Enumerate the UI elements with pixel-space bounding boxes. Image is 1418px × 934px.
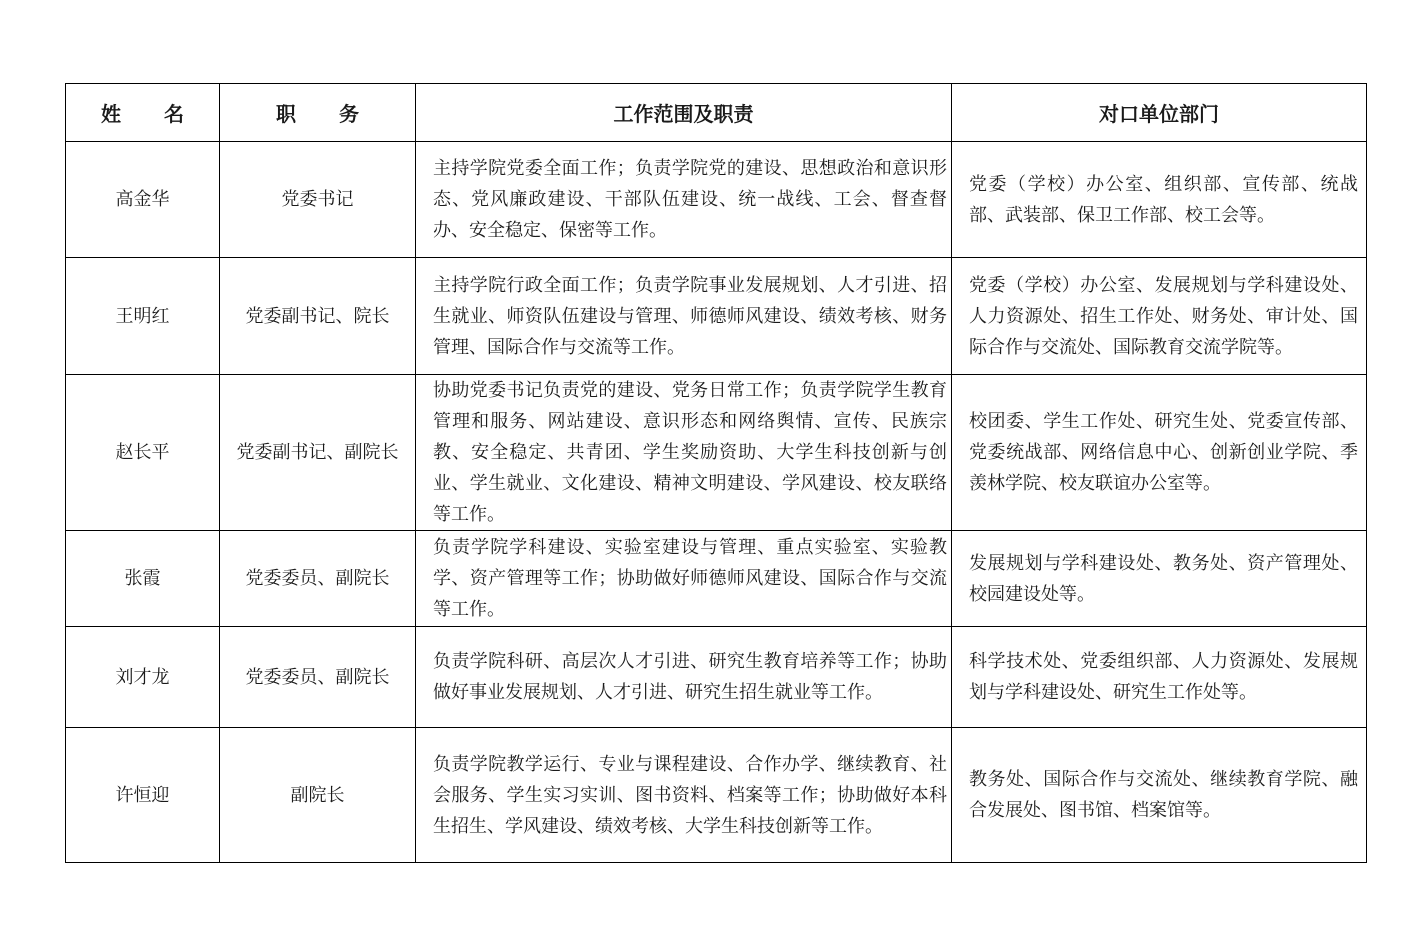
name-cell: 刘才龙 [66,627,220,728]
dept-cell: 发展规划与学科建设处、教务处、资产管理处、校园建设处等。 [952,531,1367,627]
duty-table [65,83,1367,863]
scope-cell: 负责学院科研、高层次人才引进、研究生教育培养等工作；协助做好事业发展规划、人才引进、研究生招生就业等工作。 [416,627,952,728]
table-row [66,627,1367,728]
table-row [66,375,1367,531]
position-cell: 副院长 [220,728,416,863]
dept-cell: 科学技术处、党委组织部、人力资源处、发展规划与学科建设处、研究生工作处等。 [952,627,1367,728]
name-cell: 高金华 [66,142,220,258]
position-cell: 党委委员、副院长 [220,531,416,627]
scope-cell: 负责学院教学运行、专业与课程建设、合作办学、继续教育、社会服务、学生实习实训、图书资料、档案等工作；协助做好本科生招生、学风建设、绩效考核、大学生科技创新等工作。 [416,728,952,863]
scope-cell: 负责学院学科建设、实验室建设与管理、重点实验室、实验教学、资产管理等工作；协助做好师德师风建设、国际合作与交流等工作。 [416,531,952,627]
table-row [66,531,1367,627]
dept-cell: 校团委、学生工作处、研究生处、党委宣传部、党委统战部、网络信息中心、创新创业学院、季羡林学院、校友联谊办公室等。 [952,375,1367,531]
header-position: 职 务 [220,84,416,142]
name-cell: 赵长平 [66,375,220,531]
header-name: 姓 名 [66,84,220,142]
name-cell: 张霞 [66,531,220,627]
header-dept: 对口单位部门 [952,84,1367,142]
position-cell: 党委书记 [220,142,416,258]
name-cell: 许恒迎 [66,728,220,863]
scope-cell: 主持学院党委全面工作；负责学院党的建设、思想政治和意识形态、党风廉政建设、干部队伍建设、统一战线、工会、督查督办、安全稳定、保密等工作。 [416,142,952,258]
dept-cell: 党委（学校）办公室、发展规划与学科建设处、人力资源处、招生工作处、财务处、审计处、国际合作与交流处、国际教育交流学院等。 [952,258,1367,375]
scope-cell: 协助党委书记负责党的建设、党务日常工作；负责学院学生教育管理和服务、网站建设、意识形态和网络舆情、宣传、民族宗教、安全稳定、共青团、学生奖励资助、大学生科技创新与创业、学生就业、文化建设、精神文明建设、学风建设、校友联络等工作。 [416,375,952,531]
dept-cell: 党委（学校）办公室、组织部、宣传部、统战部、武装部、保卫工作部、校工会等。 [952,142,1367,258]
table-row [66,728,1367,863]
dept-cell: 教务处、国际合作与交流处、继续教育学院、融合发展处、图书馆、档案馆等。 [952,728,1367,863]
name-cell: 王明红 [66,258,220,375]
header-row [66,84,1367,142]
table-row [66,142,1367,258]
position-cell: 党委副书记、副院长 [220,375,416,531]
position-cell: 党委副书记、院长 [220,258,416,375]
table-row [66,258,1367,375]
header-scope: 工作范围及职责 [416,84,952,142]
scope-cell: 主持学院行政全面工作；负责学院事业发展规划、人才引进、招生就业、师资队伍建设与管理、师德师风建设、绩效考核、财务管理、国际合作与交流等工作。 [416,258,952,375]
position-cell: 党委委员、副院长 [220,627,416,728]
